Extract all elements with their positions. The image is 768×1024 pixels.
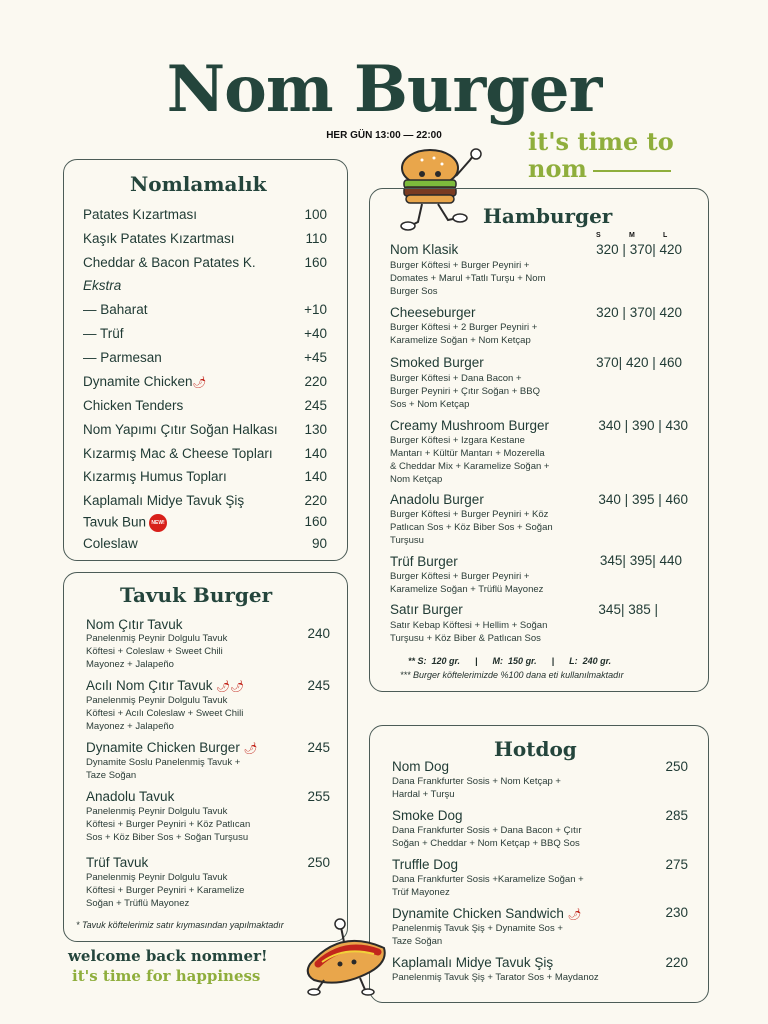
nomlamalik-title: Nomlamalık <box>130 172 267 196</box>
item-price: 230 <box>665 905 688 920</box>
list-item: Chicken Tenders <box>83 398 184 413</box>
list-item: — Trüf <box>83 326 124 341</box>
opening-hours: HER GÜN 13:00 — 22:00 <box>326 130 442 141</box>
item-price: 245 <box>307 678 330 693</box>
item-price: 340 | 395 | 460 <box>598 492 688 507</box>
item-price: 250 <box>665 759 688 774</box>
list-item: — Baharat <box>83 302 148 317</box>
item-description: Panelenmiş Peynir Dolgulu Tavuk Köftesi + Burger Peyniri + Köz Patlıcan Sos + Köz Biber Sos + Soğan Turşusu <box>86 806 251 843</box>
item-price: 160 <box>304 514 327 529</box>
hotdog-title: Hotdog <box>494 737 577 761</box>
item-description: Panelenmiş Peynir Dolgulu Tavuk Köftesi + Coleslaw + Sweet Chili Mayonez + Jalapeño <box>86 633 228 670</box>
item-price: 320 | 370| 420 <box>596 242 682 257</box>
menu-item-name: Trüf Tavuk <box>86 855 149 870</box>
item-price: 240 <box>307 626 330 641</box>
tagline-line1: it's time to <box>528 127 674 156</box>
item-description: Burger Köftesi + Burger Peyniri + Köz Patlıcan Sos + Köz Biber Sos + Soğan Turşusu <box>390 509 553 546</box>
list-item: — Parmesan <box>83 350 162 365</box>
item-description: Panelenmiş Tavuk Şiş + Tarator Sos + Maydanoz <box>392 972 599 983</box>
hamburger-title: Hamburger <box>483 204 613 228</box>
item-price: 245 <box>307 740 330 755</box>
list-item: Kızarmış Humus Topları <box>83 469 227 484</box>
item-name: Acılı Nom Çıtır Tavuk <box>86 678 213 693</box>
new-badge: NEW! <box>149 514 167 532</box>
item-price: 220 <box>304 493 327 508</box>
menu-item-name: Anadolu Burger <box>390 492 484 507</box>
item-description: Burger Köftesi + Burger Peyniri + Karamelize Soğan + Trüflü Mayonez <box>390 571 544 595</box>
item-price: 90 <box>311 536 327 551</box>
chili-pepper-icon: 🌶 <box>192 377 207 389</box>
list-item: Patates Kızartması <box>83 207 198 222</box>
size-label-l: L <box>663 232 668 239</box>
list-item: Kızarmış Mac & Cheese Topları <box>83 446 273 461</box>
item-price: 345| 385 | <box>598 602 658 617</box>
menu-item-name <box>86 678 244 693</box>
welcome-slogan: welcome back nommer! <box>68 947 268 965</box>
menu-item-name: Kaplamalı Midye Tavuk Şiş <box>392 955 554 970</box>
list-item <box>83 514 167 532</box>
list-item: Coleslaw <box>83 536 138 551</box>
menu-item-name: Smoke Dog <box>392 808 463 823</box>
item-description: Panelenmiş Tavuk Şiş + Dynamite Sos + Taze Soğan <box>392 923 563 947</box>
item-price: 220 <box>665 955 688 970</box>
item-price: +40 <box>304 326 327 341</box>
chili-pepper-icon: 🌶 <box>567 909 582 921</box>
size-label-s: S <box>596 232 601 239</box>
item-price: 285 <box>665 808 688 823</box>
list-item: Kaşık Patates Kızartması <box>83 231 235 246</box>
item-description: Burger Köftesi + Izgara Kestane Mantarı + Kültür Mantarı + Mozerella & Cheddar Mix + Karamelize Soğan + Nom Ketçap <box>390 435 550 485</box>
item-price: +45 <box>304 350 327 365</box>
item-price: +10 <box>304 302 327 317</box>
item-price: 130 <box>304 422 327 437</box>
item-price: 345| 395| 440 <box>599 553 682 568</box>
item-price: 160 <box>304 255 327 270</box>
item-description: Burger Köftesi + Dana Bacon + Burger Peyniri + Çıtır Soğan + BBQ Sos + Nom Ketçap <box>390 373 540 410</box>
menu-item-name: Trüf Burger <box>390 554 458 569</box>
item-description: Panelenmiş Peynir Dolgulu Tavuk Köftesi + Acılı Coleslaw + Sweet Chili Mayonez + Jalapeño <box>86 695 244 732</box>
item-description: Dana Frankfurter Sosis +Karamelize Soğan + Trüf Mayonez <box>392 874 584 898</box>
item-name: Dynamite Chicken Burger <box>86 740 240 755</box>
size-label-m: M <box>629 232 635 239</box>
item-name: Tavuk Bun <box>83 514 147 530</box>
item-description: Satır Kebap Köftesi + Hellim + Soğan Turşusu + Köz Biber & Patlıcan Sos <box>390 620 548 644</box>
item-price: 320 | 370| 420 <box>596 305 682 320</box>
menu-item-name: Anadolu Tavuk <box>86 789 175 804</box>
item-price: 255 <box>307 789 330 804</box>
list-item: Nom Yapımı Çıtır Soğan Halkası <box>83 422 278 437</box>
item-price: 275 <box>665 857 688 872</box>
item-price: 140 <box>304 446 327 461</box>
item-price: 245 <box>304 398 327 413</box>
tagline-line2: nom <box>528 154 587 183</box>
page-title: Nom Burger <box>166 52 602 127</box>
chicken-note: * Tavuk köftelerimiz satır kıymasından yapılmaktadır <box>76 920 284 930</box>
item-description: Burger Köftesi + 2 Burger Peyniri + Karamelize Soğan + Nom Ketçap <box>390 322 538 346</box>
item-description: Burger Köftesi + Burger Peyniri + Domates + Marul +Tatlı Turşu + Nom Burger Sos <box>390 260 546 297</box>
tagline <box>528 128 674 182</box>
menu-item-name: Nom Çıtır Tavuk <box>86 617 183 632</box>
list-item <box>83 374 207 389</box>
tavuk-burger-title: Tavuk Burger <box>120 583 273 607</box>
menu-item-name: Creamy Mushroom Burger <box>390 418 550 433</box>
menu-item-name: Cheeseburger <box>390 305 476 320</box>
item-price: 340 | 390 | 430 <box>598 418 688 433</box>
chili-pepper-icon: 🌶🌶 <box>216 681 245 693</box>
item-description: Panelenmiş Peynir Dolgulu Tavuk Köftesi + Burger Peyniri + Karamelize Soğan + Trüflü Mayonez <box>86 872 245 909</box>
menu-item-name <box>392 906 582 921</box>
tagline-underline <box>593 170 671 172</box>
beef-note: *** Burger köftelerimizde %100 dana eti kullanılmaktadır <box>400 670 624 680</box>
item-price: 110 <box>305 231 327 246</box>
menu-item-name: Truffle Dog <box>392 857 459 872</box>
size-weights-note: ** S: 120 gr. | M: 150 gr. | L: 240 gr. <box>408 656 612 666</box>
menu-item-name: Nom Dog <box>392 759 450 774</box>
item-description: Dana Frankfurter Sosis + Nom Ketçap + Hardal + Turşu <box>392 776 561 800</box>
list-item: Cheddar & Bacon Patates K. <box>83 255 256 270</box>
hotdog-mascot-icon <box>300 918 392 996</box>
list-item: Kaplamalı Midye Tavuk Şiş <box>83 493 245 508</box>
menu-item-name: Satır Burger <box>390 602 463 617</box>
item-name: Dynamite Chicken Sandwich <box>392 906 564 921</box>
chili-pepper-icon: 🌶 <box>243 743 258 755</box>
item-price: 100 <box>304 207 327 222</box>
item-price: 140 <box>304 469 327 484</box>
menu-item-name: Nom Klasik <box>390 242 459 257</box>
item-description: Dynamite Soslu Panelenmiş Tavuk + Taze Soğan <box>86 757 241 781</box>
item-price: 250 <box>307 855 330 870</box>
item-description: Dana Frankfurter Sosis + Dana Bacon + Çıtır Soğan + Cheddar + Nom Ketçap + BBQ Sos <box>392 825 582 849</box>
item-price: 370| 420 | 460 <box>596 355 682 370</box>
item-price: 220 <box>304 374 327 389</box>
extras-heading: Ekstra <box>83 278 122 293</box>
menu-item-name <box>86 740 258 755</box>
happiness-slogan: it's time for happiness <box>72 967 261 985</box>
item-name: Dynamite Chicken <box>83 374 193 389</box>
menu-item-name: Smoked Burger <box>390 355 484 370</box>
